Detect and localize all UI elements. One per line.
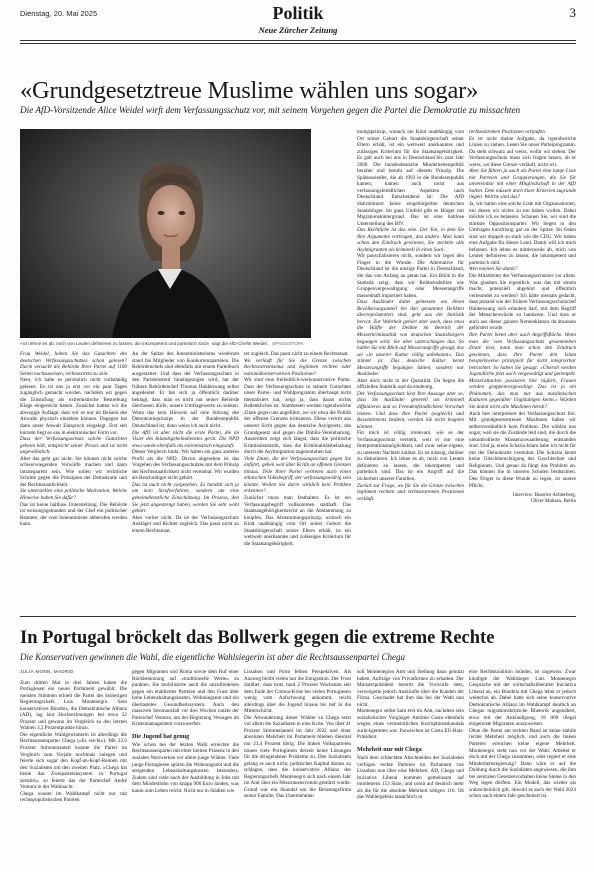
section-title: Politik bbox=[272, 3, 324, 23]
article1-column-5 bbox=[469, 129, 576, 606]
paragraph: Chega wusste im Wahlkampf nicht nur mit rechtspopulistischen Parolen bbox=[20, 790, 127, 804]
interview-question: Dass der Verfassungsschutz solche Gutachten geheim hält, entspricht seiner Praxis und ist nicht ungewöhnlich. bbox=[20, 436, 127, 456]
article1-column-1 bbox=[20, 351, 127, 606]
newspaper-name: Neue Zürcher Zeitung bbox=[258, 25, 338, 35]
interview-question: Das Rechtliche ist das eine. Der Ton, in dem Sie Ihre Argumente vortragen, das andere. Man kann schon den Eindruck gewinnen, Sie steckten alle Asylmigranten als kriminell in einen Sack. bbox=[357, 227, 464, 253]
paragraph: mungsprinzip, wonach ein Kind unabhängig vom Ort seiner Geburt die Staatsbürgerschaft seiner Eltern erhält, ist ein weltweit anerkanntes und zulässiges Kriterium für die Staatsangehörigkeit. Es galt auch bei uns in Deutschland bis zum Jahr 2000. Die bundesdeutsche Minderheitenpolitik beruhte und beruht auf diesem Prinzip. Die Spätaussiedler, die ab 1993 in die Bundesrepublik kamen, kamen auch nicht aus verfassungsfeindlichen Aspekten nach Deutschland. Entscheidend ist: Die AfD diskriminiert keine eingebürgerten deutschen Staatsbürger. Im ganz Umfeld gibt es Bürger mit Migrationshintergrund. Das ist eine haltlose Unterstellung des BfV. bbox=[357, 129, 464, 227]
paragraph: Das ist keine haltlose Unterstellung. Die Behörde ist weisungsgebunden und der Chef ein politischer Beamter, der vom Innenminister abberufen werden kann. bbox=[20, 501, 127, 528]
interview-question: Dass Ausländer dabei gemessen am ihrem Bevölkerungsanteil bei den genannten Delikten überrepräsentiert sind, geht aus der Statistik hervor. Zur Wahrheit gehört aber auch, dass etwa die Hälfte der Delikte im Bereich der Messerkriminalität von deutschen Staatsbürgern begangen wird. Sie aber unterschlagen das. So haben Sie mit Blick auf Messerangriffe gesagt, das sei »in unserer Kultur völlig unbekannt«. Das stimmt ja: Das deutsche Kultur kennt Messerangriffe begangen hätten, sondern nur Ausländer. bbox=[357, 299, 464, 378]
interview-question: Frau Weidel, haben Sie das Gutachten des deutschen Verfassungsschutzes schon gelesen? Darin versucht die Behörde Ihrer Partei auf 1100 Seiten nachzuweisen, rechtsextrem zu sein. bbox=[20, 351, 127, 377]
interview-question: Sie unterstellen eine politische Motivation. Welche Hinweise haben Sie dafür? bbox=[20, 488, 127, 502]
paragraph: Aber doch nicht in der Quantität. Da liegen die offiziellen Statistik und da eindeutig. bbox=[357, 377, 464, 391]
paragraph: Die Mitarbeiter des Verfassungsschutzes vor allem. Was glauben Sie eigentlich, was das mit einem macht, potenziell abgehört und öffentlich verleumdet zu werden? Ich hätte niemals gedacht, dass jemand wie der frühere Verfassungsschutzchef Haldenwang sich erlauben darf, mit dem Begriff der Menschenwürde zu hantieren. Und dass er auch aus dieser ganzen Nomenklatura da draussen gefördert wurde. bbox=[469, 273, 576, 332]
page-number: 3 bbox=[569, 5, 576, 20]
article-separator bbox=[20, 616, 576, 617]
interview-question: Wen meinen Sie damit? bbox=[469, 266, 518, 273]
interview-question: Das ist auch nicht vorgesehen. Es handelt sich ja um kein Strafverfahren, sondern um eine geheimdienstliche Einschätzung. Im Prozess, den Sie jetzt angestrengt haben, werden Sie sehr wohl gehört. bbox=[132, 481, 239, 515]
paragraph: Ja, wir haben eine solche Liste mit Organisationen, mit denen wir nichts zu tun haben wollen. Dabei möchte ich es belassen. Schauen Sie, wir sind die stärkste Oppositionspartei. Wir liegen in den Umfragen kurzfristig gar an der Spitze. Im Osten sind wir doppelt so stark wie die CDU. Wir haben eine Aufgabe für dieses Land. Damit will ich mich befassen. Ich lehne es mittlerweile ab, mich von Leuten definieren zu lassen, die inkompetent und parteiisch sind. bbox=[469, 201, 576, 266]
paragraph: Nein, ich habe es persönlich nicht vollständig gelesen. Es ist uns ja erst vor ein paar Tagen zugänglich gemacht worden, nachdem wir gegen die Einstufung als extremistische Bestrebung Klage eingereicht hatten. Zunächst hatten wir die abwegige Auflage, dass wir es nur im Beisein des Anwalts physisch einsehen können. Dagegen hat dann unser Anwalt Einspruch eingelegt. Erst seit kurzem liegt es uns in elektronischer Form vor. bbox=[20, 377, 127, 436]
interviewer-line-1: Interview: Beatrice Achterberg, bbox=[512, 493, 576, 499]
paragraph: Zum dritten Mal in drei Jahren haben die Portugiesen ein neues Parlament gewählt. Die meisten Stimmen erhielt die Partei des bisherigen Regierungschefs Luís Montenegro. Sein konservatives Bündnis, die Demokratische Allianz (AD), lag laut Hochrechnungen bei etwa 32 Prozent und gewann im Vergleich zu den letzten Wahlen 3,3 Prozentpunkte hinzu. bbox=[20, 679, 127, 732]
article2-column-3 bbox=[244, 669, 351, 864]
article1-photo bbox=[20, 129, 311, 338]
subheading: Mehrheit nur mit Chega bbox=[357, 746, 422, 754]
paragraph: Die eigentliche Wahlgewinnerin ist allerdings die Rechtsaussenpartei Chega («Es reicht»). Mit 22,6 Prozent Stimmenanteil konnte die Partei im Vergleich zum Vorjahr nochmals zulegen und feierte sich sogar den Kopf-an-Kopf-Rennen mit den Sozialisten um den zweiten Platz. «Chega hat heute das Zweiparteiensystem in Portugal zerstört», so feierte das der Parteichef André Ventura in der Wahlnacht. bbox=[20, 731, 127, 791]
article1-column-3 bbox=[244, 351, 351, 606]
paragraph: Es ist nicht meine Aufgabe, da irgendwelche Linien zu ziehen. Lesen Sie unser Parteiprogramm. Da steht schwarz auf weiss, wofür wir stehen. Der Verfassungsschutz muss sich fragen lassen, ob er weiss, wo diese Grenze verläuft, nicht wir. bbox=[469, 135, 576, 168]
interview-question: Ihre Partei bietet aber auch Angriffsfläche. Wenn man die vom Verfassungsschutz gesammelten Zitate liest, kann man schon den Eindruck gewinnen, dass Ihre Partei den Islam beispielsweise prinzipiell für nicht integrierbar betrachtet. So haben Sie gesagt: «Überall werden Jugendliche jetzt auch vergewaltigt und gerempelt. Messerattacken passieren hier täglich, Frauen werden gruppenvergewaltigt. Das ist ja ein Phänomen, das man nur aus muslimischen Kulturen gegenüber Ungläubigen kennt.» Würden Sie damit nicht alle Muslimen herab? bbox=[469, 331, 576, 410]
paragraph: Lissabon und Porto fehlen Perspektiven. Als Ausweg bleibt vielen nur die Emigration. Der Frust darüber, dass trotz rund 2 Prozent Wachstum seit dem Ende der Corona-Krise bei vielen Portugiesen wenig vom Aufschwung ankommt, reicht allerdings über die Jugend hinaus bis tief in die Mittelschicht. bbox=[244, 669, 351, 715]
article2-column-5 bbox=[469, 669, 576, 864]
paragraph: Montenegro selbst kam erst im Amt, nachdem sein sozialistischer Vorgänger António Costa ebenfalls wegen eines vermeintlichen Korruptionsskandals zurückgetreten war. Inzwischen ist Costa EU-Rats-Präsident. bbox=[357, 708, 464, 741]
paragraph: soll Montenegros Amt und Stellung dazu genutzt haben, Aufträge von Privatfirmen zu erhalten. Der Ministerpräsident bestritt die Vorwürfe stets, verweigerte jedoch Auskünfte über die Kunden der Firma. Geschadet hat ihm das bei der Wahl nun nicht. bbox=[357, 669, 464, 708]
paragraph: Ohne die Partei am rechten Rand ist keine stabile rechte Mehrheit möglich, und auch die linken Parteien erreichen keine eigene Mehrheit. Montenegro steht nun vor der Wahl: Arbeitet er doch mit der Chega zusammen, oder regiert er eine Minderheitsregierung? Dann wäre er auf die Duldung durch die Sozialisten angewiesen, die ihm bei zentralen Gesetzesvorhaben keine Steine in den Weg legen dürften. Ein Modell, das wieder als wahrscheinlich gilt, obwohl es auch der Wahl 2024 schon nach einem Jahr gescheitert ist. bbox=[469, 727, 576, 800]
article1-column-4 bbox=[357, 129, 464, 606]
interview-question: Der Verfassungsschutz liest Ihre Aussage aber so, dass Sie Ausländer generell als kriminell diffamieren und so Fremdenfeindlichkeit Vorschub leisten. Und dass Ihre Partei (sogleich) und Ressentiments bedient, werden Sie nicht leugnen können. bbox=[357, 390, 464, 430]
issue-date: Dienstag, 20. Mai 2025 bbox=[20, 9, 98, 18]
article2-subheadline: Die Konservativen gewinnen die Wahl, die eigentliche Wahlsiegerin ist aber die Rechtsaussenpartei Chega bbox=[20, 652, 406, 662]
interview-question: rechtsextremen Positionen verlaufen. bbox=[469, 129, 546, 135]
paragraph: eine Rechtskoalition mündet, ist ungewiss. Zwar kündigte der Wahlsieger Luís Montenegro Gespräche mit der wirtschaftsliberalen Iniciativa Liberal an, ein Bündnis mit Chega lehnt er jedoch weiterhin ab. Dabei hatte sich seine konservative Demokratische Allianz im Wahlkampf deutlich an Chegas migrationskritische Rhetorik angenähert, etwa mit der Ankündigung, 18 000 illegal eingereiste Migranten auszuweisen. bbox=[469, 669, 576, 728]
article1-column-2 bbox=[132, 351, 239, 606]
article1-headline: «Grundgesetztreue Muslime wählen uns sogar» bbox=[20, 77, 479, 104]
article2-headline: In Portugal bröckelt das Bollwerk gegen die extreme Rechte bbox=[20, 628, 495, 648]
paragraph: ter zugleich. Das passt nicht zu einem Rechtsstaat. bbox=[244, 351, 349, 357]
interview-question: Die AfD ist aber nicht die erste Partei, die im Visier des Inlandsgeheimdienstes gerät. Die NPD etwa wurde ebenfalls als extremistisch eingestuft. bbox=[132, 429, 239, 449]
interview-question: Aber Sie führen ja auch als Partei eine lange Liste mit Parteien und Gruppierungen, die Sie für unvereinbar mit einer Mitgliedschaft in der AfD halten. Dem müssen doch klare Kriterien zugrunde liegen. Welche sind das? bbox=[469, 168, 576, 201]
article1-caption bbox=[20, 341, 320, 347]
paragraph: Für mich ist völlig irrelevant, wie es der Verfassungsschutz versteht, weil er nur eine Interpretationsmöglichkeit, und zwar seine eigene, zu unserem Nachteil zulässt. Es ist müssig, darüber zu diskutieren. Ich lehne es ab, mich von Leuten definieren zu lassen, die inkompetent und parteiisch sind. Das ist ein Angriff auf die Sicherheit unserer Familien. bbox=[357, 430, 464, 482]
header-rule-top bbox=[20, 40, 576, 41]
paragraph: Nach dem schlechten Abschneiden der Sozialisten verfügen rechte Parteien im Parlament von Lissabon nun über eine Mehrheit. AD, Chega und Iniciativa Liberal kommen gemeinsam auf mindestens 153 Sitze, und somit auf deutlich mehr als die für die absolute Mehrheit nötigen 116. Ob das Wahlergebnis tatsächlich in bbox=[357, 755, 464, 801]
header-rule-bottom bbox=[20, 43, 576, 44]
paragraph: Zunächst muss man festhalten: Es ist ein Verfassungsbegriff vollkommen statthaft. Das Staatsangehörigkeitsrecht an die Abstammung zu knüpfen. Das Abstammungsprinzip, wonach ein Kind unabhängig vom Ort seiner Geburt die Staatsbürgerschaft seiner Eltern erhält, ist ein weltweit anerkanntes und zulässiges Kriterium für die Staatsangehörigkeit. bbox=[244, 495, 351, 547]
article2-column-1 bbox=[20, 669, 127, 864]
paragraph: Aber das geht gar nicht. Sie können nicht solche schwerwiegenden Vorwürfe machen und dann intransparent sein. Wie sollen wir rechtliche Schritte gegen die Prinzipien der Demokratie und der Rechtsstaatlichkeit. bbox=[20, 455, 127, 488]
interviewer-credit bbox=[469, 493, 576, 506]
paragraph: Wir sind eine freiheitlich-werkonservative Partei. Dass der Verfassungsschutz in seinem Gutachten unser Partei- und Wahlprogramm überhaupt nicht thematisiert hat, zeigt ja, dass daran nichts Bedenkliches ist. Stattdessen werden irgendwelche Zitate gegen uns angeführt, wo wir etwa die Politik der offenen Grenzen kritisieren. Diese vertritt aus unserer Sicht gegen das deutsche Asylgesetz, das Grundgesetz und gegen die Dublin-Vereinbarung. Ausserdem zeigt sich längst, dass die politische Kriminalstatistik, dass die Kriminalitätsbelastung durch die Asylmigration zugenommen hat. bbox=[244, 377, 351, 456]
caption-text: «Ich lehne es ab, mich von Leuten definieren zu lassen, die inkompetent und parteiisch sind», sagt die AfD-Chefin Weidel. bbox=[20, 341, 268, 346]
interview-question: Viele Zitate, die der Verfassungsschutz gegen Sie anführt, gehen weit über Kritik an offenen Grenzen hinaus. Teile Ihrer Partei vertreten auch einen ethnischen Volksbegriff, der verfassungswidrig sein könnte. Wollen Sie darin wirklich kein Problem erkennen? bbox=[244, 455, 351, 495]
paragraph: An der Spitze des Innenministeriums wiederum stand bis Mitglieder von Konkurrenzparteien. Die Behördenchefs sind ebenfalls mit einem Parteibuch ausgestattet. Und dass der Verfassungsschutz in den Parteienstreit hineingezogen wird, hat der frühere Behördenchef Thomas Haldenwang selbst angedeutet. Er hat sich ja öffentlich darüber beklagt, dass man es nicht nur seiner Behörde überlassen dürfe, unsere Umfragewerte zu senken. Wenn das kein Hinweis auf eine Störung des Demokratieprinzips in der Bundesrepublik Deutschland ist, dann weiss ich auch nicht. bbox=[132, 351, 239, 430]
photo-credit: SPASS/STOPA bbox=[272, 341, 304, 346]
article2-column-2 bbox=[132, 669, 239, 864]
paragraph: Wir pauschalisieren nicht, sondern wir legen den Finger in die Wunde. Die Alternative für Deutschland ist die einzige Partei in Deutschland, die das von Anfang an getan hat. Ein Blick in die Statistik zeigt, dass wir Rohheitsdelikte wie Gruppenvergewaltigung oder Messerangriffe massenhaft importiert haben. bbox=[357, 253, 464, 299]
article2-column-4 bbox=[357, 669, 464, 864]
interview-question: Zurück zur Frage, wo für Sie die Grenze zwischen legitimen rechten und rechtsextremen Positionen verläuft. bbox=[357, 482, 464, 502]
paragraph: Aber vorher nicht. Da ist der Verfassungsschutz Ankläger und Richter zugleich. Das passt nicht zu einem Rechtsstaat. bbox=[132, 514, 239, 534]
paragraph: Wie schon bei der letzten Wahl erreichte die Rechtsaussenpartei mit einer breiten Präsenz in den sozialen Netzwerken vor allem junge Wähler. Viele junge Portugiesen spüren die Wohnungsnot und die steigenden Lebenshaltungskosten besonders. Zudem sind viele nach der Ausbildung in Jobs mit dem Mindestlohn von knapp 900 Euro landen, was kaum zum Leben reicht. Nicht nur in Städten wie bbox=[132, 741, 239, 794]
paragraph: Dieser Vergleich hinkt. Wir haben ein ganz anderes Profil als die NPD. Davon abgesehen ist das Vorgehen des Verfassungsschutzes mit dem Prinzip der Rechtsstaatlichkeit nicht vereinbar. Wir wurden als Beschuldigte nicht gehört. bbox=[132, 449, 239, 482]
paragraph: Die Abwanderung dieser Wähler zu Chega setzt vor allem die Sozialisten in eine Krise. Von über 41 Prozent Stimmenanteil im Jahr 2022 und einer absoluten Mehrheit im Parlament blieben diesmal nur 23,4 Prozent übrig. Die linken Volksparteien trauen viele Portugiesen derzeit keine Lösungen für die dringendsten Probleme zu. Den Sozialisten gelang es auch nicht, politisches Kapital daraus zu schlagen, dass die konservative Allianz des Regierungschefs Montenegro sich nach einem Jahr im Amt über ein Misstrauensvotum gestürzt wurde. Grund war ein Skandal um die Beratungsfirma seiner Familie. Das Unternehmen bbox=[244, 714, 351, 800]
page-header bbox=[20, 5, 576, 41]
subheading: Die Jugend hat genug bbox=[132, 732, 190, 740]
paragraph: gegen Migranten und Roma sowie dem Ruf einer Rückbesinnung auf «traditionelle Werte» zu punkten. Sie mobilisierte auch die unzufriedenen gegen ein etabliertes Parteien und den Frust über hohe Lebenshaltungskosten, Wohnungsnot und ein überlastetes Gesundheitssystem. Auch den massiven Stromausfall vor drei Wochen nutzte der Parteichef Ventura, um der Regierung Versagen im Krisenmanagement vorzuwerfen. bbox=[132, 669, 239, 728]
interviewer-line-2: Oliver Maksan, Berlin bbox=[531, 499, 576, 505]
article1-subheadline: Die AfD-Vorsitzende Alice Weidel wirft dem Verfassungsschutz vor, mit seinem Vorgehen gegen die Partei die Demokratie zu missachten bbox=[20, 105, 521, 115]
paragraph: Auch hier interpretiert der Verfassungsschutz frei. Mit grundgesetzetreuen Muslimen haben wir selbstverständlich kein Problem. Die wählen uns sogar, weil sie die Zustände leid sind, die durch die unkontrollierte Massenzuwanderung entstanden sind. Und ja, einen Scharia-Islam habe ich nicht für mit der Demokratie vereinbar. Die Scharia kennt keine Gleichberechtigung der Geschlechter und Religionen. Und genau da fängt das Problem an. Das können Sie in unseren Schulen beobachten. Den Finger in diese Wunde zu legen, ist unsere Pflicht. bbox=[469, 410, 576, 489]
article2-byline: JULIA MONN, MADRID bbox=[20, 669, 74, 674]
interview-question: Wo verläuft für Sie die Grenze zwischen Rechtsextremismus und legitimen rechten oder nationalkonservativen Positionen? bbox=[244, 357, 351, 377]
